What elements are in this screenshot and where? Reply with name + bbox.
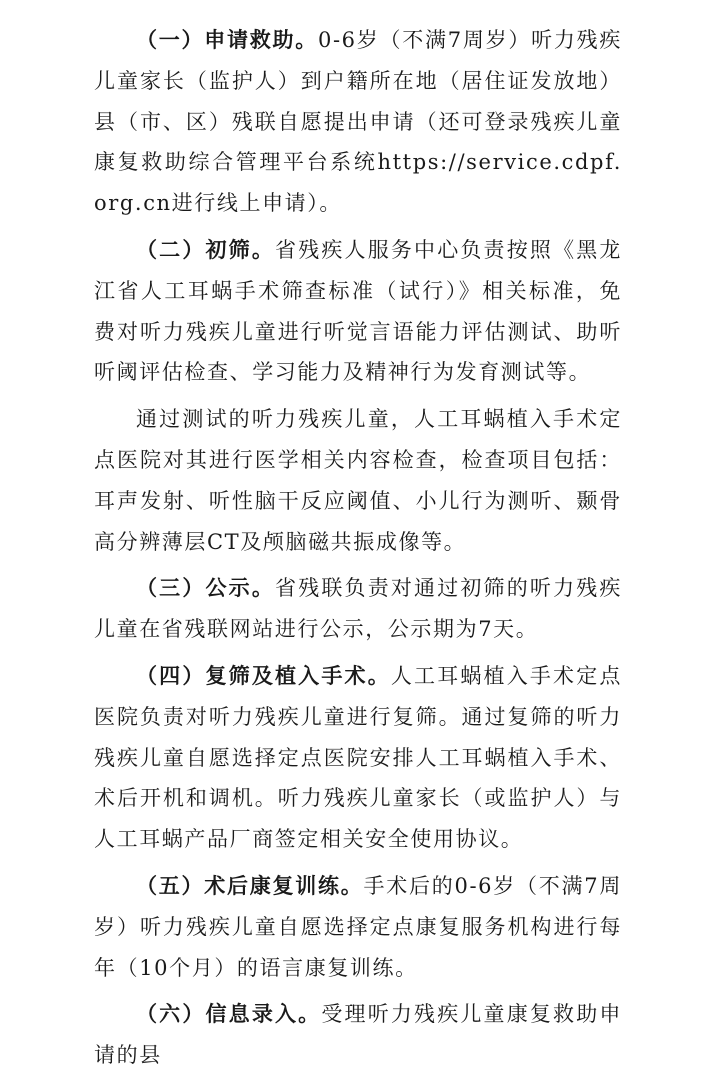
section-rescreening-and-implant [94, 656, 622, 860]
section-info-entry [94, 994, 622, 1076]
section-body: 通过测试的听力残疾儿童，人工耳蜗植入手术定点医院对其进行医学相关内容检查，检查项目包括：耳声发射、听性脑干反应阈值、小儿行为测听、颞骨高分辨薄层CT及颅脑磁共振成像等。 [94, 407, 622, 554]
section-public-notice [94, 568, 622, 650]
section-heading: （一）申请救助。 [136, 27, 318, 52]
section-heading: （二）初筛。 [136, 236, 276, 262]
section-heading: （四）复筛及植入手术。 [136, 662, 391, 688]
section-body: 人工耳蜗植入手术定点医院负责对听力残疾儿童进行复筛。通过复筛的听力残疾儿童自愿选择定点医院安排人工耳蜗植入手术、术后开机和调机。听力残疾儿童家长（或监护人）与人工耳蜗产品厂商签定相关安全使用协议。 [94, 663, 622, 852]
section-body: 省残联负责对通过初筛的听力残疾儿童在省残联网站进行公示，公示期为7天。 [94, 576, 623, 642]
section-heading: （三）公示。 [136, 575, 276, 601]
section-heading: （五）术后康复训练。 [136, 872, 364, 898]
section-body: 省残疾人服务中心负责按照《黑龙江省人工耳蜗手术筛查标准（试行）》相关标准，免费对听力残疾儿童进行听觉言语能力评估测试、助听听阈评估检查、学习能力及精神行为发育测试等。 [94, 237, 623, 385]
section-initial-screening [94, 230, 622, 393]
section-body: 手术后的0-6岁（不满7周岁）听力残疾儿童自愿选择定点康复服务机构进行每年（10个月）的语言康复训练。 [94, 873, 623, 980]
section-body: 0-6岁（不满7周岁）听力残疾儿童家长（监护人）到户籍所在地（居住证发放地）县（市、区）残联自愿提出申请（还可登录残疾儿童康复救助综合管理平台系统https://service.cdpf.org.cn进行线上申请）。 [94, 28, 622, 216]
section-apply-for-aid [94, 20, 622, 224]
section-rehab-training [94, 866, 622, 988]
section-heading: （六）信息录入。 [136, 1001, 322, 1027]
paragraph-medical-examination [94, 399, 622, 562]
section-body: 受理听力残疾儿童康复救助申请的县 [94, 1002, 622, 1068]
